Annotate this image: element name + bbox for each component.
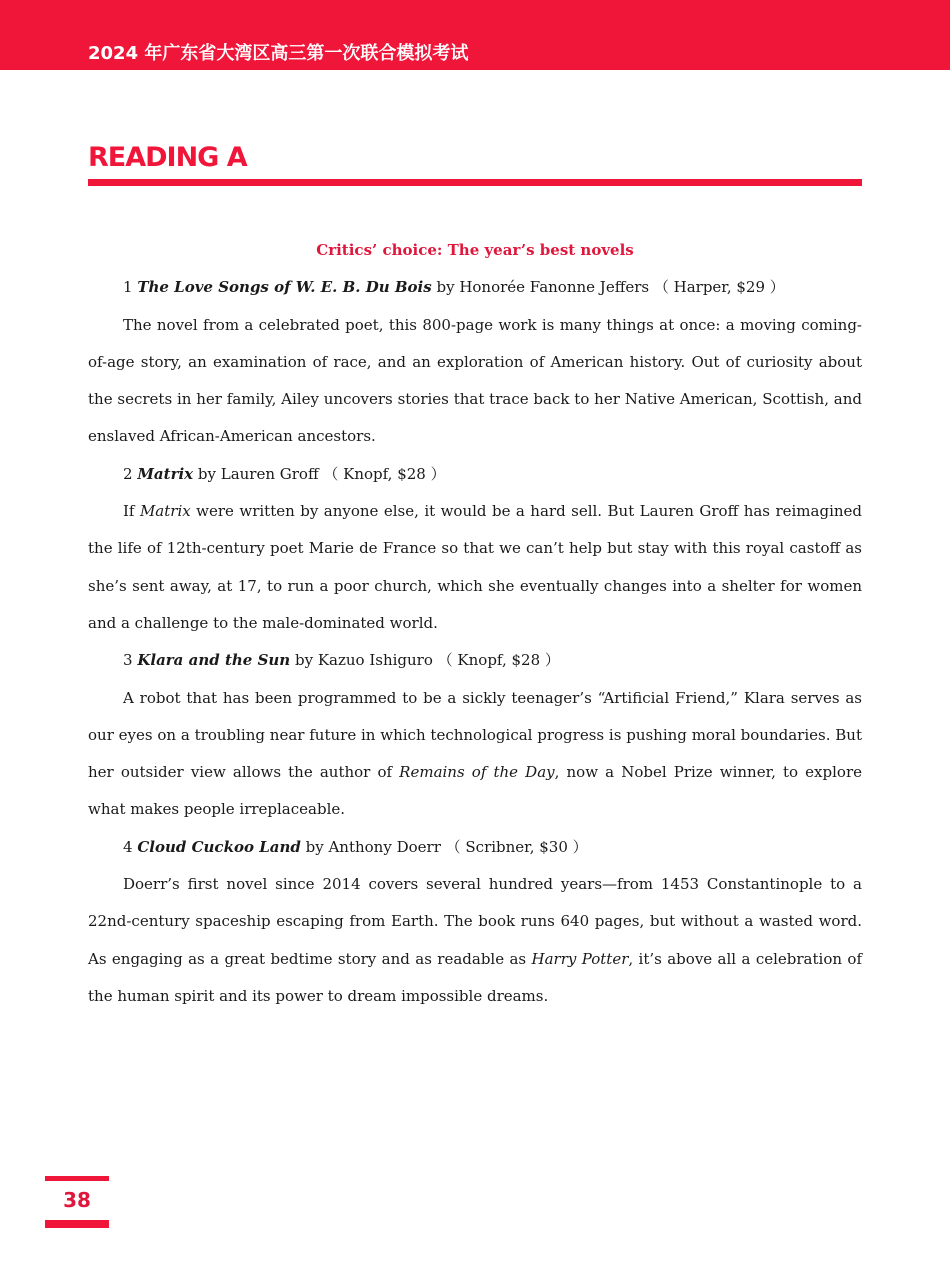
byline: by Honorée Fanonne Jeffers （ Harper, $29 ） xyxy=(431,278,785,297)
entry-2-heading xyxy=(88,456,862,493)
article-title: Critics’ choice: The year’s best novels xyxy=(316,241,634,259)
page-number: 38 xyxy=(63,1188,91,1212)
heading-rule xyxy=(88,179,862,186)
body-text: , it’s above all a celebration of the human spirit and its power to dream impossible dreams. xyxy=(88,949,862,1005)
section-heading: READING A xyxy=(88,142,247,173)
entry-1-heading xyxy=(88,269,862,306)
entry-3-heading xyxy=(88,642,862,679)
footer-rule-bottom xyxy=(45,1220,109,1228)
exam-title: 2024 年广东省大湾区高三第一次联合模拟考试 xyxy=(88,43,469,64)
italic-title: Remains of the Day xyxy=(399,763,555,782)
byline: by Anthony Doerr （ Scribner, $30 ） xyxy=(300,837,588,856)
byline: by Kazuo Ishiguro （ Knopf, $28 ） xyxy=(290,651,560,670)
body-text: Doerr’s first novel since 2014 covers several hundred years—from 1453 Constantinople to a 22nd-century spaceship escaping from Earth. The book runs 640 pages, but without a wasted word. As engaging as a great bedtime story and as readable as xyxy=(88,875,862,968)
book-title: Cloud Cuckoo Land xyxy=(137,837,301,856)
book-title: Matrix xyxy=(137,464,194,483)
italic-title: Matrix xyxy=(139,502,191,521)
entry-3-body xyxy=(88,680,862,829)
entry-4-body xyxy=(88,866,862,1015)
header-bar xyxy=(0,0,950,70)
entry-1-body: The novel from a celebrated poet, this 800-page work is many things at once: a moving coming-of-age story, an examination of race, and an exploration of American history. Out of curiosity about the secrets in her family, Ailey uncovers stories that trace back to her Native American, Scottish, and enslaved African-American ancestors. xyxy=(88,315,862,446)
body-text: were written by anyone else, it would be a hard sell. But Lauren Groff has reimagined the life of 12th-century poet Marie de France so that we can’t help but stay with this royal castoff as she’s sent away, at 17, to run a poor church, which she eventually changes into a shelter for women and a challenge to the male-dominated world. xyxy=(88,502,863,632)
entry-4-heading xyxy=(88,829,862,866)
body-text: A robot that has been programmed to be a sickly teenager’s “Artificial Friend,” Klara serves as our eyes on a troubling near future in which technological progress is pushing moral boundaries. But her outsider view allows the author of xyxy=(88,688,862,782)
entry-number: 4 xyxy=(123,837,133,856)
entry-2-body xyxy=(88,493,862,642)
book-title: The Love Songs of W. E. B. Du Bois xyxy=(137,278,432,297)
entry-number: 3 xyxy=(123,651,133,670)
body-text: , now a Nobel Prize winner, to explore what makes people irreplaceable. xyxy=(88,763,862,819)
footer-rule-top xyxy=(45,1176,109,1181)
entry-number: 1 xyxy=(123,278,133,297)
italic-title: Harry Potter xyxy=(531,949,629,968)
book-title: Klara and the Sun xyxy=(137,651,291,670)
entry-number: 2 xyxy=(123,464,133,483)
body-text: If xyxy=(123,502,140,521)
byline: by Lauren Groff （ Knopf, $28 ） xyxy=(193,464,446,483)
article xyxy=(88,232,862,1015)
